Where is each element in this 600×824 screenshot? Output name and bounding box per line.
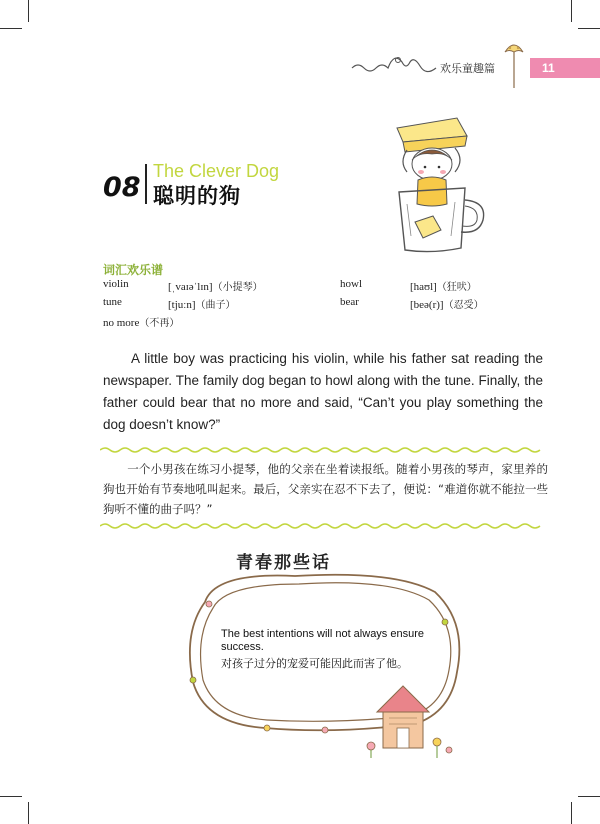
squiggle-ornament-icon [350, 48, 440, 78]
vocab-meaning: （小提琴） [212, 282, 263, 293]
lesson-title-en: The Clever Dog [153, 161, 280, 181]
vocab-word: no more [103, 317, 140, 329]
story-chinese [103, 459, 548, 519]
crop-mark [28, 802, 29, 824]
title-divider [145, 164, 147, 204]
vocab-meaning: （曲子） [195, 300, 236, 311]
quote-box-title: 青春那些话 [236, 553, 331, 573]
vocab-item-no-more [103, 314, 179, 329]
vocab-phonetic: [ˌvaɪəˈlɪn] [168, 281, 213, 293]
vocab-meaning: （狂吠） [436, 282, 477, 293]
crop-mark [0, 796, 22, 797]
vocab-item-tune [103, 296, 236, 311]
girl-in-cup-illustration [385, 112, 490, 257]
umbrella-ornament-icon [503, 40, 525, 90]
wavy-divider [100, 522, 545, 530]
crop-mark [571, 802, 572, 824]
crop-mark [0, 28, 22, 29]
vocab-word: howl [340, 278, 362, 290]
wavy-divider [100, 446, 545, 454]
crop-mark [578, 28, 600, 29]
quote-english: The best intentions will not always ensure success. [221, 628, 424, 653]
vocab-phonetic: [beə(r)] [410, 299, 444, 311]
vocabulary-heading: 词汇欢乐谱 [103, 263, 164, 277]
page-number-tab [530, 58, 600, 78]
vocab-word: bear [340, 296, 359, 308]
vocab-word: violin [103, 278, 129, 290]
crop-mark [578, 796, 600, 797]
story-english-text: A little boy was practicing his violin, while his father sat reading the newspaper. The family dog began to howl along with the tune. Finally, the father could bear that no more and said, “Can’t you play something the dog doesn’t know?” [103, 351, 543, 432]
vocab-meaning: （不再） [139, 318, 180, 329]
page-header [0, 48, 600, 88]
vocab-item-bear [340, 296, 484, 311]
lesson-number: 08 [103, 172, 141, 203]
vocab-item-violin [103, 278, 263, 293]
page-number: 11 [542, 61, 555, 75]
vocab-meaning: （忍受） [443, 300, 484, 311]
lesson-title-cn: 聪明的狗 [153, 184, 241, 208]
vocab-phonetic: [tjuːn] [168, 299, 196, 311]
section-title: 欢乐童趣篇 [440, 62, 495, 75]
vocab-item-howl [340, 278, 477, 293]
crop-mark [28, 0, 29, 22]
story-chinese-text: 一个小男孩在练习小提琴，他的父亲在坐着读报纸。随着小男孩的琴声，家里养的狗也开始有节奏地吼叫起来。最后，父亲实在忍不下去了，便说：“难道你就不能拉一些狗听不懂的曲子吗？” [103, 462, 548, 516]
story-english [103, 348, 543, 436]
crop-mark [571, 0, 572, 22]
vocab-phonetic: [haʊl] [410, 281, 437, 293]
quote-chinese: 对孩子过分的宠爱可能因此而害了他。 [221, 657, 408, 670]
vocab-word: tune [103, 296, 122, 308]
